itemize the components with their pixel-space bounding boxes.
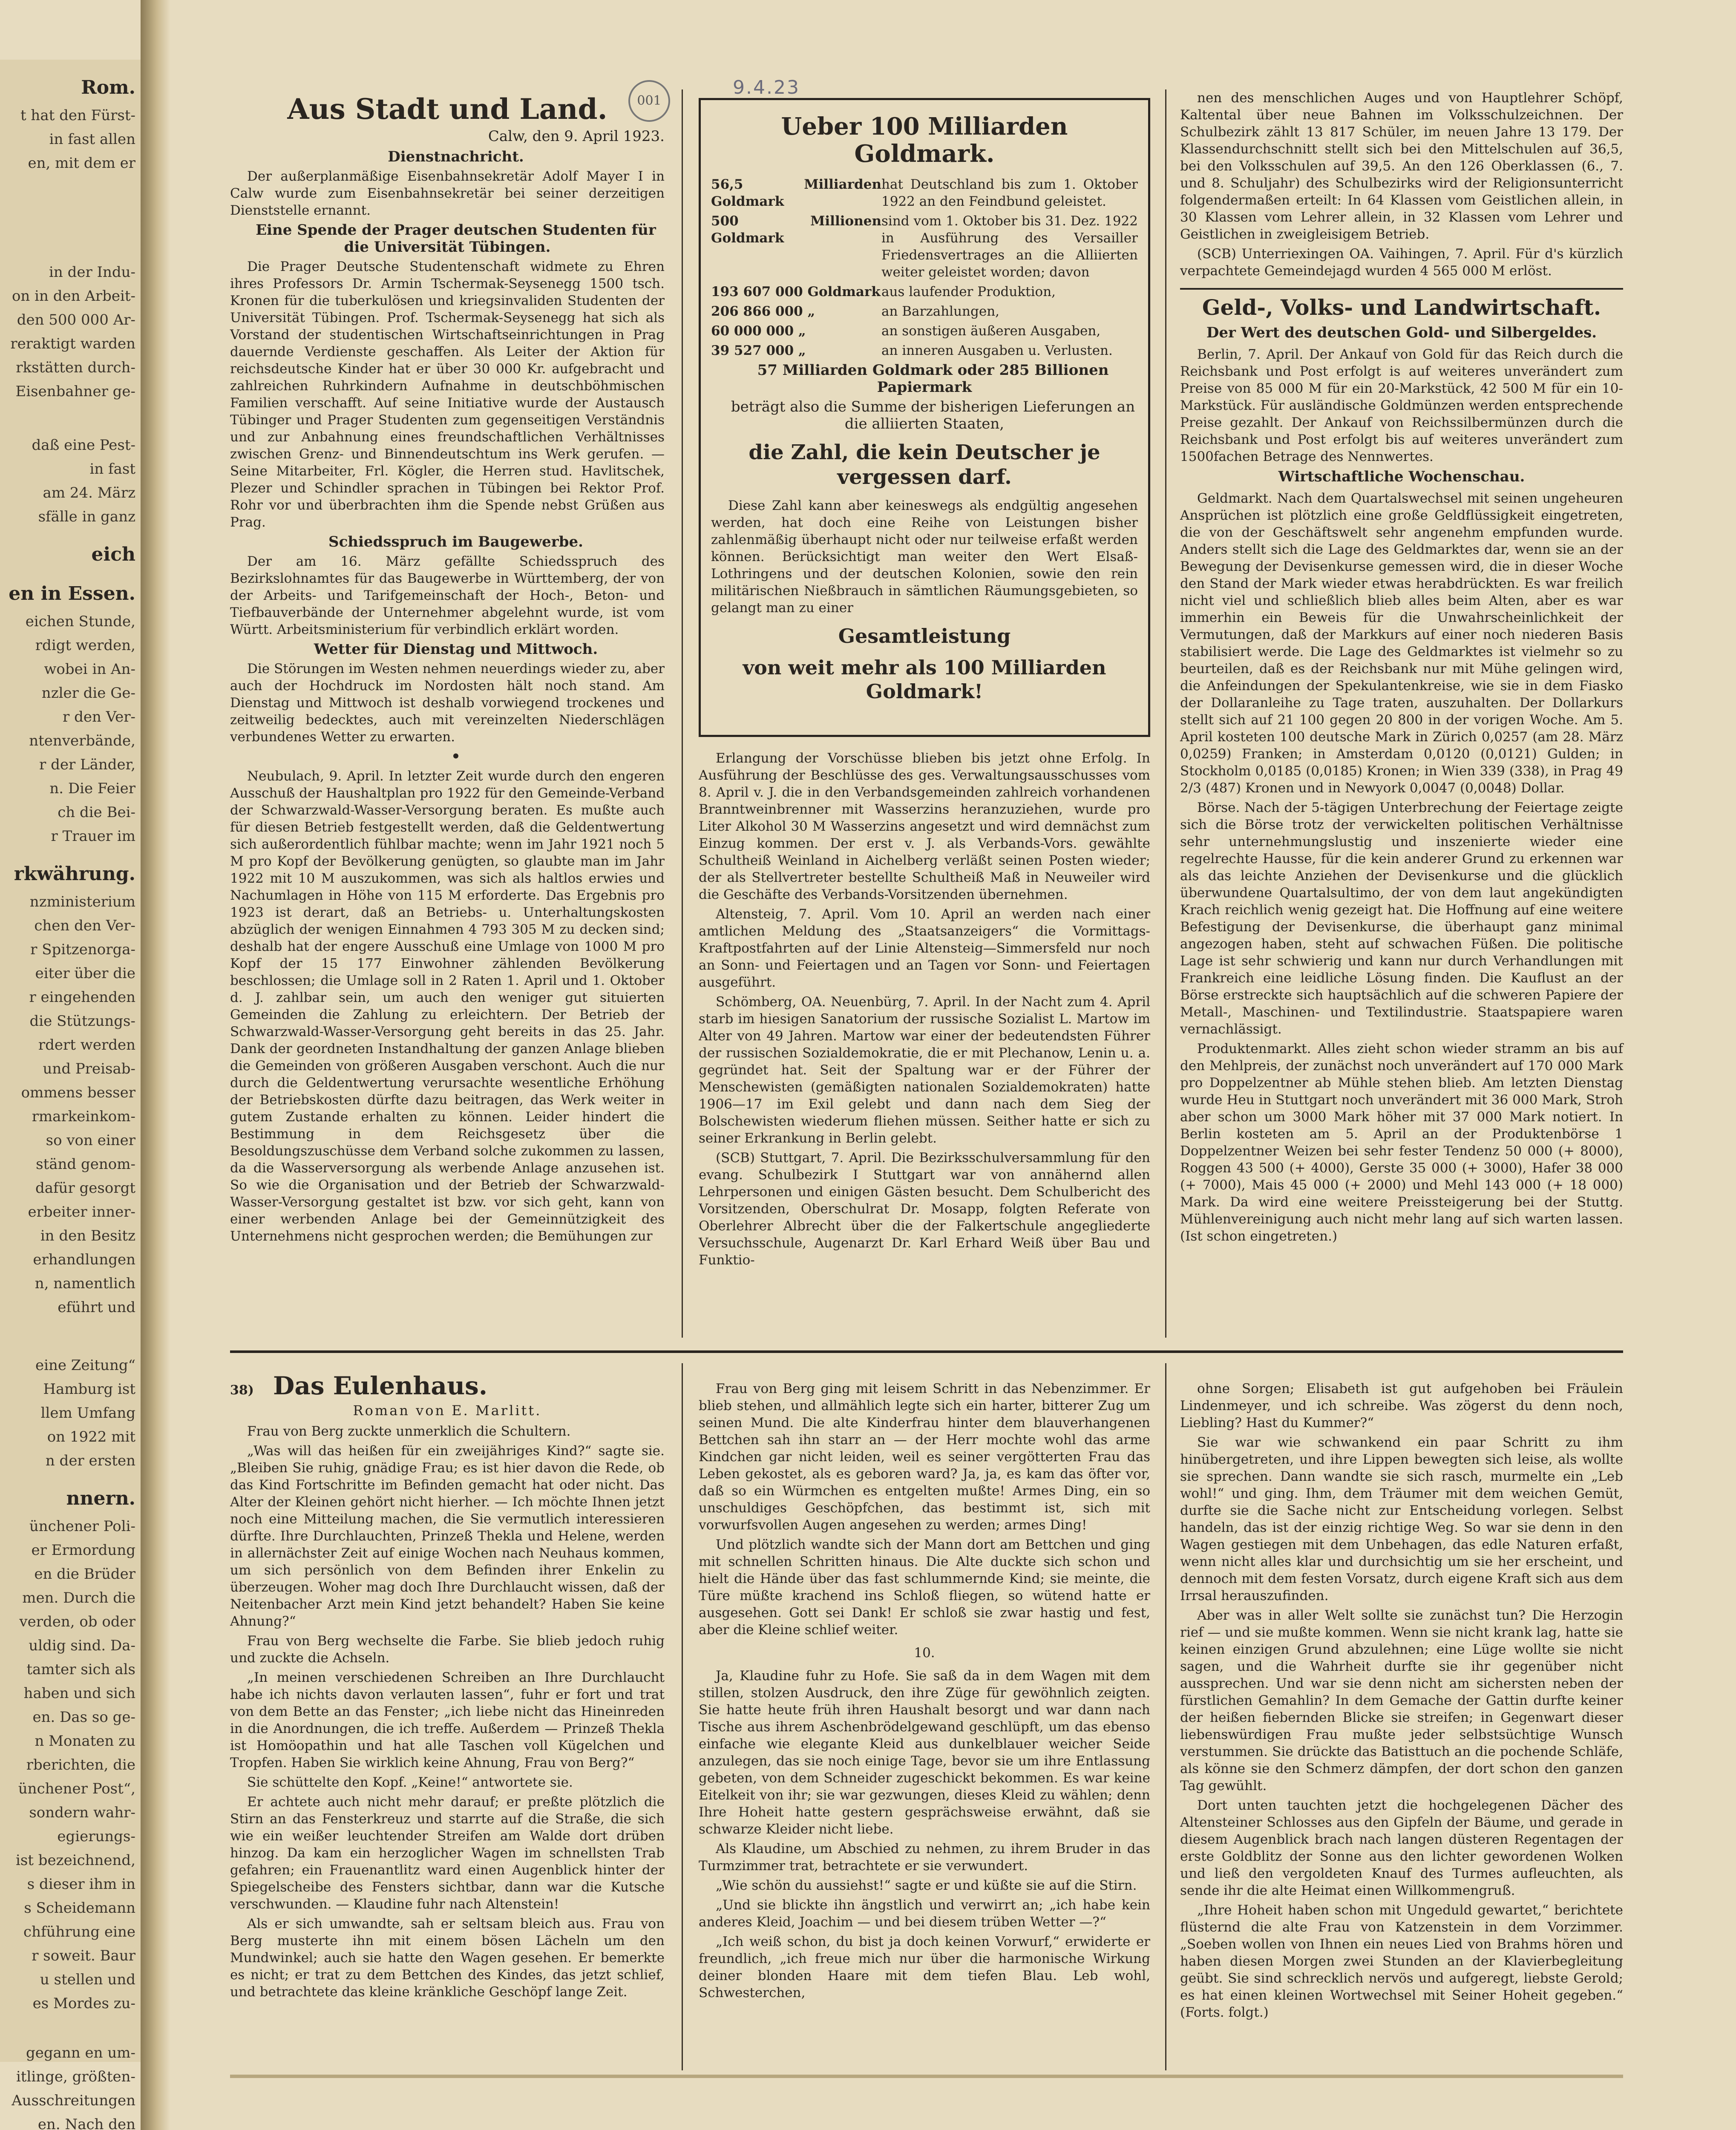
reparations-box	[699, 98, 1150, 737]
strip-line: ist bezeichnend,	[15, 1852, 135, 1869]
strip-line: er Ermordung	[31, 1542, 135, 1559]
strip-line: egierungs-	[57, 1828, 135, 1845]
serial-header	[230, 1372, 665, 1424]
serial-text: „Wie schön du aussiehst!“ sagte er und küßte sie auf die Stirn.	[716, 1878, 1137, 1893]
box-row	[711, 283, 1138, 300]
strip-line: r Trauer im	[51, 828, 135, 845]
adjacent-page-strip	[0, 60, 141, 2130]
handwritten-date: 9.4.23	[733, 77, 800, 98]
serial-text: Dort unten tauchten jetzt die hochgelegenen Dächer des Altensteiner Schlosses aus den Gipfeln der Bäume, und gerade in diesem Augenblick brach nach langen düsteren Regentagen der erste Goldblitz der Sonne aus den lichter gewordenen Wolken und ließ den vergoldeten Knauf des Turmes aufleuchten, als sende ihr die alte Heimat einen Willkommengruß.	[1180, 1798, 1623, 1898]
serial-text: Sie schüttelte den Kopf. „Keine!“ antwortete sie.	[247, 1775, 573, 1790]
strip-heading: nnern.	[66, 1488, 135, 1509]
box-row	[711, 213, 1138, 281]
section-divider-star: •	[451, 748, 461, 765]
serial-text: Sie war wie schwankend ein paar Schritt zu ihm hinübergetreten, und ihre Lippen bewegten sich leise, als wollte sie sprechen. Dann wandte sie sich rasch, murmelte ein „Leb wohl!“ und ging. Ihm, dem Träumer mit dem weichen Gemüt, durfte sie die Sache nicht zur Entscheidung vorlegen. Selbst handeln, das ist der einzig richtige Weg. So war sie denn in den Wagen gestiegen mit dem Unbehagen, das edle Naturen erfaßt, wenn nicht alles klar und durchsichtig um sie her erscheint, und dennoch mit dem festen Vorsatz, durch eigene Kraft sich aus dem Irrsal herauszufinden.	[1180, 1435, 1623, 1603]
strip-line: ünchener Poli-	[29, 1518, 135, 1535]
article-text: Erlangung der Vorschüsse blieben bis jetzt ohne Erfolg. In Ausführung der Beschlüsse des ges. Verwaltungsausschusses vom 8. April v. J. die in den Verbandsgemeinden zahlreich vorhandenen Branntweinbrenner mit Wasserzins heranzuziehen, wurde pro Liter Alkohol 30 M Wasserzins angesetzt und wird demnächst zum Einzug kommen. Der erst v. J. als Verbands-Vors. gewählte Schultheiß Weinland in Aichelberg verläßt seinen Posten wieder; der als Stellvertreter bestellte Schultheiß Maß in Neuweiler wird die Geschäfte des Verbands-Vorsitzenden übernehmen.	[699, 751, 1150, 902]
strip-line: gegann en um-	[26, 2044, 135, 2061]
page-bottom-edge	[230, 2075, 1623, 2078]
strip-line: u stellen und	[40, 1971, 135, 1988]
column-reparations	[699, 98, 1150, 1338]
article-text: Der am 16. März gefällte Schiedsspruch des Bezirkslohnamtes für das Baugewerbe in Württemberg, der von der Arbeits- und Tarifgemeinschaft der Hoch-, Beton- und Tiefbauverbände der Unternehmer abgelehnt wurde, ist vom Württ. Arbeitsministerium für verbindlich erklärt worden.	[230, 554, 665, 637]
article-heading: Schiedsspruch im Baugewerbe.	[328, 533, 583, 550]
serial-text: „Und sie blickte ihn ängstlich und verwirrt an; „ich habe kein anderes Kleid, Joachim — und bei diesem trüben Wetter —?“	[699, 1897, 1150, 1930]
box-row	[711, 303, 1138, 320]
strip-line: en. Das so ge-	[32, 1709, 135, 1726]
amount-desc: sind vom 1. Oktober bis 31. Dez. 1922 in Ausführung des Versailler Friedensvertrages an die Alliierten weiter geleistet worden; davon	[881, 213, 1138, 280]
amount-desc: aus laufender Produktion,	[881, 284, 1056, 299]
article-text: Produktenmarkt. Alles zieht schon wieder stramm an bis auf den Mehlpreis, der zunächst noch unverändert auf 170 000 Mark pro Doppelzentner ab Mühle stehen blieb. Am letzten Dienstag wurde Heu in Stuttgart noch unverändert mit 36 000 Mark, Stroh aber schon um 3000 Mark höher mit 37 000 Mark notiert. In Berlin kosteten am 5. April an der Produktenbörse 1 Doppelzentner Weizen bei sehr fester Tendenz 50 000 (+ 8000), Roggen 43 500 (+ 4000), Gerste 35 000 (+ 3000), Hafer 38 000 (+ 7000), Mais 45 000 (+ 2000) und Mehl 143 000 (+ 18 000) Mark. Da wird eine weitere Preissteigerung bei der Stuttg. Mühlenvereinigung auch nicht mehr lang auf sich warten lassen. (Ist schon eingetreten.)	[1180, 1041, 1623, 1244]
strip-line: n, namentlich	[35, 1275, 135, 1292]
strip-text-5	[0, 892, 141, 1317]
strip-line: ünchener Post“,	[18, 1780, 135, 1797]
strip-line: und Preisab-	[43, 1060, 135, 1077]
strip-line: die Stützungs-	[29, 1013, 135, 1030]
strip-heading: en in Essen.	[9, 583, 135, 604]
serial-text: Und plötzlich wandte sich der Mann dort am Bettchen und ging mit schnellen Schritten hinaus. Die Alte duckte sich schon und hielt die Hände über das fast schlummernde Kind; sie meinte, die Türe müßte krachend ins Schloß fliegen, so wütend hatte er ausgesehen. Gott sei Dank! Er schloß sie zwar hastig und fest, aber die Kleine schlief weiter.	[699, 1537, 1150, 1638]
strip-line: in fast	[89, 461, 135, 478]
strip-line: ommens besser	[21, 1084, 135, 1101]
strip-line: erhandlungen	[33, 1251, 135, 1268]
strip-text-3	[0, 435, 141, 527]
strip-line: r den Ver-	[63, 708, 135, 725]
box-total: 57 Milliarden Goldmark oder 285 Billionen Papiermark	[757, 362, 1109, 396]
strip-heading: Rom.	[81, 77, 135, 98]
article-heading: Wetter für Dienstag und Mittwoch.	[314, 641, 598, 658]
article-heading: Der Wert des deutschen Gold- und Silbergeldes.	[1206, 324, 1597, 341]
binding-gutter	[141, 0, 170, 2130]
article-heading: Dienstnachricht.	[388, 148, 524, 165]
strip-text-7	[0, 1517, 141, 2013]
strip-line: en. Nach den	[37, 2116, 135, 2130]
article-text: Die Störungen im Westen nehmen neuerdings wieder zu, aber auch der Hochdruck im Nordosten hält noch stand. Am Dienstag und Mittwoch ist deshalb vorwiegend trockenes und zeitweilig bedecktes, auch mit vereinzelten Niederschlägen verbundenes Wetter zu erwarten.	[230, 661, 665, 745]
strip-line: r der Länder,	[39, 756, 135, 773]
strip-line: erbeiter inner-	[28, 1203, 135, 1220]
article-text: (SCB) Unterriexingen OA. Vaihingen, 7. April. Für d's kürzlich verpachtete Gemeindejagd wurden 4 565 000 M erlöst.	[1180, 246, 1623, 279]
article-text: Geldmarkt. Nach dem Quartalswechsel mit seinen ungeheuren Ansprüchen ist plötzlich eine große Geldflüssigkeit eingetreten, die von der Geschäftswelt sehr angenehm empfunden wurde. Anders stellt sich die Lage des Geldmarktes dar, wenn sie an der Bewegung der Devisenkurse gemessen wird, die in dieser Woche den Stand der Mark wieder etwas herabdrückten. Es war freilich nicht viel und schließlich blieb alles beim Alten, aber es war immerhin ein Beweis für die Unwahrscheinlichkeit der Vermutungen, daß der Markkurs auf einer noch niederen Basis stabilisiert werde. Die Lage des Geldmarktes ist vielmehr so zu beurteilen, daß es der Reichsbank nur mit Mühe gelingen wird, die Anfeindungen der Spekulantenkreise, wie sie in dem Fiasko der Dollaranleihe zu Tage traten, auszuhalten. Der Dollarkurs stellt sich auf 21 100 gegen 20 800 in der vorigen Woche. Am 5. April kosteten 100 deutsche Mark in Zürich 0,0257 (am 28. März 0,0259) Franken; in Amsterdam 0,0120 (0,0121) Gulden; in Stockholm 0,0185 (0,0185) Kronen; in Wien 339 (338), in Prag 49 2/3 (487) Kronen und in Newyork 0,0047 (0,0048) Dollar.	[1180, 491, 1623, 796]
strip-line: r soweit. Baur	[32, 1947, 135, 1964]
serial-text: „Ihre Hoheit haben schon mit Ungeduld gewartet,“ berichtete flüsternd die alte Frau von Katzenstein in dem Vorzimmer. „Soeben wollen von Ihnen ein neues Lied von Brahms hören und haben diesen Morgen zwei Stunden an der Klavierbegleitung geübt. Sie sind schrecklich nervös und aufgeregt, liebste Gerold; es hat einen kleinen Wortwechsel mit Seiner Hoheit gegeben.“ (Forts. folgt.)	[1180, 1903, 1623, 2020]
serial-column-3	[1180, 1380, 1623, 2062]
box-subtotal-text: beträgt also die Summe der bisherigen Lieferungen an die alliierten Staaten,	[731, 398, 1135, 432]
strip-line: nzler die Ge-	[41, 685, 135, 702]
strip-line: nzministerium	[29, 893, 135, 910]
article-text: Neubulach, 9. April. In letzter Zeit wurde durch den engeren Ausschuß der Haushaltplan pro 1922 für den Gemeinde-Verband der Schwarzwald-Wasser-Versorgung beraten. Es mußte auch für diesen Betrieb festgestellt werden, daß die Geldentwertung sich außerordentlich fühlbar machte; wenn im Jahr 1921 noch 5 M pro Kopf der Bevölkerung genügten, so glaubte man im Jahr 1922 mit 10 M auszukommen, was sich als haltlos erwies und Nachumlagen in Höhe von 115 M erforderte. Das Ergebnis pro 1923 ist derart, daß an Betriebs- u. Unterhaltungskosten abzüglich der wenigen Einnahmen 4 793 305 M zu decken sind; deshalb hat der engere Ausschuß eine Umlage von 1000 M pro Kopf der 15 177 Einwohner zählenden Bevölkerung beschlossen; die Umlage soll in 2 Raten 1. April und 1. Oktober d. J. zahlbar sein, um auch den weniger gut situierten Gemeinden die Zahlung zu erleichtern. Der Betrieb der Schwarzwald-Wasser-Versorgung geht bereits in das 25. Jahr. Dank der geordneten Instandhaltung der ganzen Anlage blieben die Gemeinden von größeren Ausgaben verschont. Auch die nur durch die Geldentwertung verursachte wesentliche Erhöhung der Betriebskosten dürfte dazu beitragen, das Werk weiter in gutem Zustande erhalten zu können. Leider hindert die Bestimmung in dem Reichsgesetz über die Besoldungszuschüsse dem Verband solche zukommen zu lassen, da die Wasserversorgung als werbende Anlage anzusehen ist. So wie die Organisation und der Betrieb der Schwarzwald-Wasser-Versorgung gestaltet ist bzw. vor sich geht, kann von einer werbenden Anlage bei der Gemeinnützigkeit des Unternehmens nicht gesprochen werden; die Bemühungen zur	[230, 769, 665, 1244]
column-rule	[682, 1363, 683, 2070]
article-text: nen des menschlichen Auges und von Hauptlehrer Schöpf, Kaltental über neue Bahnen im Volksschulzeichnen. Der Schulbezirk zählt 13 817 Schüler, im neuen Jahre 13 179. Der Klassendurchschnitt stellt sich bei den Mittelschulen auf 36,5, bei den Volksschulen auf 39,5. An den 126 Oberklassen (6., 7. und 8. Schuljahr) des Schulbezirks wird der Religionsunterricht folgendermaßen erteilt: In 64 Klassen vom Geistlichen allein, in 30 Klassen vom Lehrer allein, in 32 Klassen vom Lehrer und Geistlichen in zweigleisigem Betrieb.	[1180, 90, 1623, 242]
strip-line: ch die Bei-	[58, 804, 135, 821]
amount: 56,5 Milliarden Goldmark	[711, 177, 881, 209]
strip-line: en, mit dem er	[28, 155, 135, 172]
column-rule	[1165, 89, 1166, 1338]
strip-text-2	[0, 262, 141, 401]
article-heading: Eine Spende der Prager deutschen Studenten für die Universität Tübingen.	[256, 222, 656, 256]
strip-line: n der ersten	[45, 1452, 135, 1469]
strip-line: haben und sich	[23, 1685, 135, 1702]
serial-number: 38)	[230, 1383, 254, 1398]
strip-line: tamter sich als	[26, 1661, 135, 1678]
strip-line: s Scheidemann	[24, 1900, 135, 1917]
serial-column-1	[230, 1423, 665, 2062]
box-slogan: die Zahl, die kein Deutscher je vergessen darf.	[749, 440, 1100, 489]
serial-author: Roman von E. Marlitt.	[353, 1402, 542, 1419]
serial-text: ohne Sorgen; Elisabeth ist gut aufgehoben bei Fräulein Lindenmeyer, und ich schreibe. Was zögerst du denn noch, Liebling? Hast du Kummer?“	[1180, 1381, 1623, 1431]
strip-line: Hamburg ist	[43, 1381, 135, 1398]
strip-line: llem Umfang	[40, 1405, 135, 1422]
strip-heading: rkwährung.	[14, 863, 135, 885]
amount-desc: an sonstigen äußeren Ausgaben,	[881, 323, 1101, 339]
strip-line: on in den Arbeit-	[12, 288, 135, 305]
strip-line: ntenverbände,	[29, 732, 135, 749]
box-total-slogan: von weit mehr als 100 Milliarden Goldmark!	[743, 656, 1106, 703]
section-masthead: Aus Stadt und Land.	[287, 92, 607, 126]
strip-line: n Monaten zu	[35, 1733, 135, 1750]
serial-text: „Was will das heißen für ein zweijähriges Kind?“ sagte sie. „Bleiben Sie ruhig, gnädige Frau; es ist hier davon die Rede, ob das Kind Fortschritte im Befinden gemacht hat oder nicht. Das Alter der Kleinen gehört nicht hierher. — Ich möchte Ihnen jetzt noch eine Mitteilung machen, die Sie vermutlich interessieren dürfte. Ihre Durchlauchten, Prinzeß Thekla und Helene, werden in allernächster Zeit auf einige Wochen nach Neuhaus kommen, um sich persönlich von dem Befinden ihrer Enkelin zu überzeugen. Woher mag doch Ihre Durchlaucht wissen, daß der Neitenbacher Arzt mein Kind jetzt behandelt? Haben Sie keine Ahnung?“	[230, 1443, 665, 1629]
strip-line: eführt und	[58, 1299, 135, 1316]
amount-desc: an inneren Ausgaben u. Verlusten.	[881, 343, 1113, 358]
strip-line: den 500 000 Ar-	[17, 311, 135, 328]
serial-text: Als er sich umwandte, sah er seltsam bleich aus. Frau von Berg musterte ihn mit einem bösen Lächeln um den Mundwinkel; auch sie hatte den Wagen gesehen. Er bemerkte es nicht; er trat zu dem Bettchen des Kindes, das jetzt schlief, und betrachtete das kleine kränkliche Geschöpf lange Zeit.	[230, 1916, 665, 2000]
amount: 39 527 000 „	[711, 343, 806, 358]
strip-line: ständ genom-	[36, 1156, 135, 1173]
strip-line: daß eine Pest-	[32, 437, 135, 454]
column-economy	[1180, 89, 1623, 1338]
archive-stamp: 001	[628, 80, 670, 122]
amount: 193 607 000 Goldmark	[711, 284, 881, 299]
article-text: Schömberg, OA. Neuenbürg, 7. April. In der Nacht zum 4. April starb im hiesigen Sanatorium der russische Sozialist L. Martow im Alter von 49 Jahren. Martow war einer der bedeutendsten Führer der russischen Sozialdemokratie, die er mit Plechanow, Lenin u. a. gegründet hat. Seit der Spaltung war er der Führer der Menschewisten (gemäßigten nationalen Sozialdemokraten) hatte 1906—17 im Exil gelebt und dann nach dem Sieg der Bolschewisten wiederum fliehen müssen. Seither hatte er sich zu seiner Erkrankung in Berlin gelebt.	[699, 994, 1150, 1146]
serial-text: Er achtete auch nicht mehr darauf; er preßte plötzlich die Stirn an das Fensterkreuz und starrte auf die Straße, die sich wie ein weißer leuchtender Streifen am Walde dort drüben hinzog. Da kam ein herzoglicher Wagen im schnellsten Trab gefahren; ein Frauenantlitz ward einen Augenblick hinter der Spiegelscheibe des Fensters sichtbar, dann war die Kutsche verschwunden. — Klaudine fuhr nach Altenstein!	[230, 1794, 665, 1912]
strip-line: reraktigt warden	[10, 335, 135, 352]
serial-separator-rule	[230, 1350, 1623, 1353]
strip-line: eichen Stunde,	[25, 613, 135, 630]
strip-line: eiter über die	[35, 965, 135, 982]
strip-text-8	[0, 2043, 141, 2130]
strip-text-6	[0, 1356, 141, 1471]
serial-title: Das Eulenhaus.	[273, 1371, 488, 1400]
box-title: Ueber 100 Milliarden Goldmark.	[781, 112, 1068, 168]
strip-line: s dieser ihm in	[27, 1876, 135, 1893]
strip-line: dafür gesorgt	[35, 1180, 135, 1197]
strip-line: n. Die Feier	[49, 780, 135, 797]
dateline: Calw, den 9. April 1923.	[488, 128, 665, 145]
strip-line: en die Brüder	[34, 1566, 135, 1583]
strip-line: eine Zeitung“	[35, 1357, 135, 1374]
article-heading: Wirtschaftliche Wochenschau.	[1278, 468, 1525, 485]
article-text: Der außerplanmäßige Eisenbahnsekretär Adolf Mayer I in Calw wurde zum Eisenbahnsekretär bei seiner derzeitigen Dienststelle ernannt.	[230, 169, 665, 218]
article-text: (SCB) Stuttgart, 7. April. Die Bezirksschulversammlung für den evang. Schulbezirk I Stuttgart war von annähernd allen Lehrpersonen und einigen Gästen besucht. Dem Schulbericht des Vorsitzenden, Oberschulrat Dr. Mosapp, folgten Referate von Oberlehrer Albrecht über die der Falkertschule angegliederte Versuchsschule, Augenarzt Dr. Karl Erhard Weiß über Bau und Funktio-	[699, 1150, 1150, 1268]
article-text: Berlin, 7. April. Der Ankauf von Gold für das Reich durch die Reichsbank und Post erfolgt is auf weiteres unverändert zum Preise von 85 000 M für ein 20-Markstück, 42 500 M für ein 10-Markstück. Für ausländische Goldmünzen werden entsprechende Preise gezahlt. Der Ankauf von Reichssilbermünzen durch die Reichsbank und Post erfolgt bis auf weiteres unverändert zum 1500fachen Betrage des Nennwertes.	[1180, 347, 1623, 464]
strip-line: itlinge, größten-	[16, 2068, 135, 2085]
strip-line: am 24. März	[43, 484, 135, 501]
strip-line: r eingehenden	[29, 989, 135, 1006]
serial-text: Frau von Berg wechselte die Farbe. Sie blieb jedoch ruhig und zuckte die Achseln.	[230, 1633, 665, 1666]
box-total-heading: Gesamtleistung	[838, 625, 1011, 648]
box-row	[711, 176, 1138, 210]
strip-heading: eich	[91, 544, 135, 565]
box-text: Diese Zahl kann aber keineswegs als endgültig angesehen werden, hat doch eine Reihe von Leistungen bisher zahlenmäßig überhaupt nicht oder nur teilweise erfaßt werden können. Berücksichtigt man weiter den Wert Elsaß-Lothringens und der deutschen Kolonien, sowie den rein militärischen Nießbrauch in sämtlichen Räumungsgebieten, so gelangt man zu einer	[711, 498, 1138, 616]
amount-desc: hat Deutschland bis zum 1. Oktober 1922 an den Feindbund geleistet.	[881, 177, 1138, 209]
strip-line: chführung eine	[23, 1923, 135, 1940]
amount: 60 000 000 „	[711, 323, 806, 339]
strip-line: rmarkeinkom-	[32, 1108, 135, 1125]
box-row	[711, 342, 1138, 359]
strip-line: Ausschreitungen	[12, 2092, 135, 2109]
strip-text-1	[0, 106, 141, 173]
chapter-number: 10.	[914, 1645, 935, 1661]
column-local-news	[230, 94, 665, 1338]
serial-text: Aber was in aller Welt sollte sie zunächst tun? Die Herzogin rief — und sie mußte kommen. Wenn sie nicht krank lag, hatte sie keinen einzigen Grund abzulehnen; eine Lüge wollte sie nicht sagen, und die Wahrheit durfte sie ihr gegenüber nicht aussprechen. Und war sie denn nicht am sichersten neben der fürstlichen Gemahlin? In dem Gemache der Gattin durfte keiner der heißen fiebernden Blicke sie streifen; in Gegenwart dieser liebenswürdigen Frau mußte jeder selbstsüchtige Wunsch verstummen. Sie drückte das Batisttuch an die pochende Schläfe, als könne sie den Schmerz dämpfen, der dort schon den ganzen Tag gewühlt.	[1180, 1608, 1623, 1793]
serial-text: Frau von Berg zuckte unmerklich die Schultern.	[247, 1424, 571, 1439]
strip-line: r Spitzenorga-	[30, 941, 135, 958]
box-row	[711, 322, 1138, 340]
amount-desc: an Barzahlungen,	[881, 304, 1000, 319]
column-rule	[1165, 1363, 1166, 2070]
strip-line: verden, ob oder	[19, 1613, 135, 1630]
serial-column-2	[699, 1380, 1150, 2062]
serial-text: „In meinen verschiedenen Schreiben an Ihre Durchlaucht habe ich nichts davon verlauten lassen“, fuhr er fort und trat von dem Bette an das Fenster; „ich liebe nicht das Hineinreden in die Anordnungen, die ich treffe. Außerdem — Prinzeß Thekla ist Homöopathin und hat alle Taschen voll Kügelchen und Tropfen. Haben Sie wirklich keine Ahnung, Frau von Berg?“	[230, 1670, 665, 1770]
strip-text-4	[0, 612, 141, 846]
strip-line: t hat den Fürst-	[20, 107, 135, 124]
strip-line: chen den Ver-	[34, 917, 135, 934]
strip-line: in den Besitz	[40, 1227, 135, 1244]
strip-line: in fast allen	[49, 131, 135, 148]
strip-line: so von einer	[46, 1132, 135, 1149]
strip-line: sfälle in ganz	[38, 508, 135, 525]
article-text: Die Prager Deutsche Studentenschaft widmete zu Ehren ihres Professors Dr. Armin Tschermak-Seysenegg 1500 tsch. Kronen für die tuberkulösen und kriegsinvaliden Studenten der Universität Tübingen. Prof. Tschermak-Seysenegg hat sich als Vorstand der studentischen Wirtschaftseinrichtungen in Prag dauernde Verdienste geschaffen. Als Leiter der Aktion für reichsdeutsche Kinder hat er über 30 000 Kr. aufgebracht und zahlreichen Ruhrkindern Aufnahme in deutschböhmischen Familien verschafft. Auf seine Initiative wurde der Austausch Tübinger und Prager Studenten zum gegenseitigen Verständnis und zur Anbahnung eines freundschaftlichen Verhältnisses zwischen Grenz- und Binnendeutschtum ins Werk gerufen. — Seine Mitarbeiter, Frl. Kögler, die Herren stud. Havlitschek, Plezer und Schindler sprachen in Tübingen bei Rektor Prof. Rohr vor und überbrachten ihm die Spende nebst Grüßen aus Prag.	[230, 259, 665, 530]
strip-line: in der Indu-	[49, 264, 135, 281]
amount: 206 866 000 „	[711, 304, 815, 319]
serial-text: „Ich weiß schon, du bist ja doch keinen Vorwurf,“ erwiderte er freundlich, „ich freue mich nur über die harmonische Wirkung deiner blonden Haare mit dem tiefen Blau. Leb wohl, Schwesterchen,	[699, 1934, 1150, 2000]
strip-line: wobei in An-	[44, 661, 135, 678]
article-text: Börse. Nach der 5-tägigen Unterbrechung der Feiertage zeigte sich die Börse trotz der verwickelten politischen Verhältnisse sehr unternehmungslustig und inszenierte wieder eine regelrechte Hausse, für die kein anderer Grund zu erkennen war als das leichte Anziehen der Devisenkurse und die glücklich überwundene Quartalsultimo, der von dem laut angekündigten Krach reichlich wenig gezeigt hat. Die Hoffnung auf eine weitere Befestigung der Devisenkurse, die überhaupt ganz minimal angezogen haben, steht auf schwachen Füßen. Die politische Lage ist sehr schwierig und kann nur durch Verhandlungen mit Frankreich eine leidliche Lösung finden. Die Kauflust an der Börse erstreckte sich hauptsächlich auf die schweren Papiere der Metall-, Maschinen- und Textilindustrie. Staatspapiere waren vernachlässigt.	[1180, 800, 1623, 1037]
serial-text: Frau von Berg ging mit leisem Schritt in das Nebenzimmer. Er blieb stehen, und allmählich legte sich ein harter, bitterer Zug um seinen Mund. Die alte Kinderfrau hinter dem blauverhangenen Bettchen sah ihn starr an — der Herr mochte wohl das arme Kindchen gar nicht leiden, weil es seiner vergötterten Frau das Leben gekostet, als es geboren ward? Ja, ja, es kam das öfter vor, daß so ein Würmchen es entgelten mußte! Armes Ding, ein so unschuldiges Geschöpfchen, das bestimmt ist, sich mit vorwurfsvollen Augen angesehen zu werden; armes Ding!	[699, 1381, 1150, 1533]
article-text: Altensteig, 7. April. Vom 10. April an werden nach einer amtlichen Meldung des „Staatsanzeigers“ die Vormittags-Kraftpostfahrten auf der Linie Altensteig—Simmersfeld nur noch an Sonn- und Feiertagen und an Tagen vor Sonn- und Feiertagen ausgeführt.	[699, 907, 1150, 990]
strip-line: men. Durch die	[22, 1589, 135, 1606]
strip-line: uldig sind. Da-	[29, 1637, 135, 1654]
strip-line: rkstätten durch-	[16, 359, 135, 376]
strip-line: sondern wahr-	[29, 1804, 135, 1821]
serial-text: Ja, Klaudine fuhr zu Hofe. Sie saß da in dem Wagen mit dem stillen, stolzen Ausdruck, den ihre Züge für gewöhnlich zeigten. Sie hatte heute früh ihren Haushalt besorgt und war dann nach Tische aus ihrem Aschenbrödelgewand geschlüpft, um das ebenso einfache wie elegante Kleid aus dunkelblauer weicher Seide anzulegen, das sie noch einige Tage, bevor sie um ihre Entlassung gebeten, von dem Schneider zugeschickt bekommen. Es war keine Eitelkeit von ihr; sie war gezwungen, dieses Kleid zu wählen; denn Ihre Hoheit hatte gestern gesprächsweise erwähnt, daß sie schwarze Kleider nicht liebe.	[699, 1668, 1150, 1837]
section-heading-economy: Geld-, Volks- und Landwirtschaft.	[1180, 288, 1623, 320]
serial-text: Als Klaudine, um Abschied zu nehmen, zu ihrem Bruder in das Turmzimmer trat, betrachtete er sie verwundert.	[699, 1841, 1150, 1874]
strip-line: es Mordes zu-	[32, 1995, 135, 2012]
amount: 500 Millionen Goldmark	[711, 213, 881, 246]
strip-line: Eisenbahner ge-	[15, 383, 135, 400]
strip-line: on 1922 mit	[47, 1428, 135, 1445]
column-rule	[682, 89, 683, 1338]
strip-line: rdigt werden,	[35, 637, 135, 654]
strip-line: rberichten, die	[26, 1756, 135, 1773]
strip-line: rdert werden	[38, 1036, 135, 1053]
